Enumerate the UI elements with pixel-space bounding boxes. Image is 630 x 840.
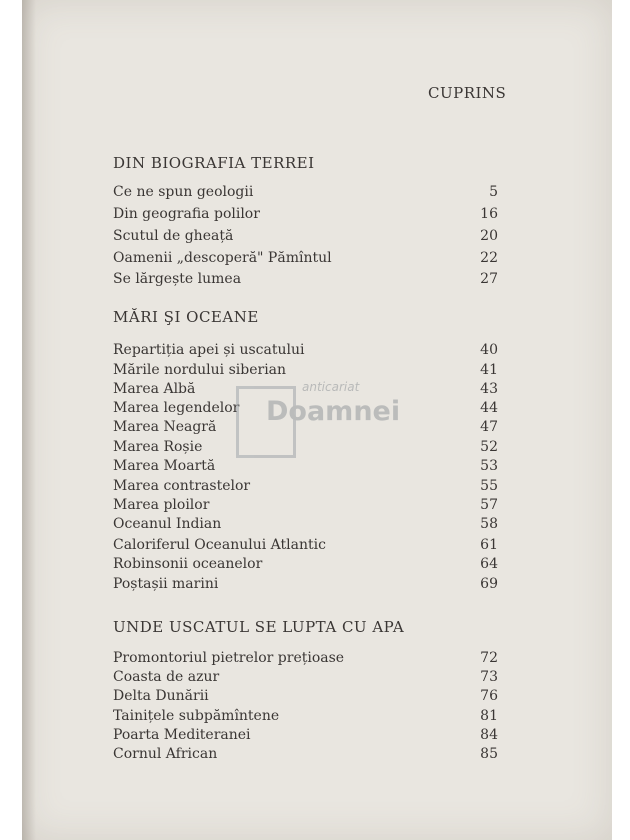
entry-page: 53 — [480, 458, 498, 474]
toc-entry — [113, 746, 498, 764]
entry-title: Marea Albă — [113, 381, 196, 397]
entry-page: 69 — [480, 576, 498, 592]
entry-page: 20 — [480, 228, 498, 244]
entry-title: Coasta de azur — [113, 669, 220, 685]
entry-page: 5 — [489, 184, 498, 200]
entry-title: Marea legendelor — [113, 400, 240, 416]
section-title-uscatul: UNDE USCATUL SE LUPTA CU APA — [113, 618, 405, 636]
entry-page: 72 — [480, 650, 498, 666]
toc-entry — [113, 727, 498, 745]
entry-title: Cornul African — [113, 746, 218, 762]
toc-entry — [113, 250, 498, 268]
entry-title: Robinsonii oceanelor — [113, 556, 263, 572]
entry-page: 41 — [480, 362, 498, 378]
entry-page: 58 — [480, 516, 498, 532]
toc-entry — [113, 708, 498, 726]
entry-title: Marea contrastelor — [113, 478, 251, 494]
watermark-big-text: Doamnei — [266, 396, 401, 427]
entry-page: 85 — [480, 746, 498, 762]
toc-entry — [113, 228, 498, 246]
toc-entry — [113, 516, 498, 534]
toc-entry — [113, 184, 498, 202]
entry-page: 61 — [480, 537, 498, 553]
page-title: CUPRINS — [428, 84, 507, 102]
watermark-small-text: anticariat — [302, 380, 360, 394]
toc-entry — [113, 497, 498, 515]
entry-title: Repartiția apei și uscatului — [113, 342, 305, 358]
entry-page: 76 — [480, 688, 498, 704]
toc-entry — [113, 576, 498, 594]
toc-entry — [113, 556, 498, 574]
toc-entry — [113, 669, 498, 687]
page-spine-shadow — [22, 0, 36, 840]
toc-entry — [113, 650, 498, 668]
entry-page: 57 — [480, 497, 498, 513]
toc-entry — [113, 478, 498, 496]
entry-page: 40 — [480, 342, 498, 358]
entry-title: Marea Neagră — [113, 419, 217, 435]
section-title-mari: MĂRI ŞI OCEANE — [113, 308, 259, 326]
entry-page: 27 — [480, 271, 498, 287]
toc-entry — [113, 271, 498, 289]
section-title-biografia: DIN BIOGRAFIA TERREI — [113, 154, 315, 172]
entry-title: Poștașii marini — [113, 576, 219, 592]
entry-title: Marea ploilor — [113, 497, 210, 513]
entry-title: Delta Dunării — [113, 688, 209, 704]
entry-title: Tainițele subpămîntene — [113, 708, 280, 724]
entry-title: Marea Roșie — [113, 439, 203, 455]
entry-title: Promontoriul pietrelor prețioase — [113, 650, 345, 666]
entry-page: 22 — [480, 250, 498, 266]
entry-title: Marea Moartă — [113, 458, 216, 474]
entry-title: Ce ne spun geologii — [113, 184, 254, 200]
entry-title: Poarta Mediteranei — [113, 727, 251, 743]
entry-title: Scutul de gheață — [113, 228, 234, 244]
entry-page: 84 — [480, 727, 498, 743]
toc-entry — [113, 688, 498, 706]
entry-title: Din geografia polilor — [113, 206, 260, 222]
entry-page: 43 — [480, 381, 498, 397]
entry-title: Mările nordului siberian — [113, 362, 287, 378]
entry-title: Oamenii „descoperă" Pămîntul — [113, 250, 332, 266]
entry-title: Se lărgește lumea — [113, 271, 242, 287]
entry-page: 64 — [480, 556, 498, 572]
toc-entry — [113, 206, 498, 224]
toc-entry — [113, 537, 498, 555]
entry-page: 44 — [480, 400, 498, 416]
entry-page: 81 — [480, 708, 498, 724]
entry-page: 52 — [480, 439, 498, 455]
entry-page: 16 — [480, 206, 498, 222]
entry-page: 73 — [480, 669, 498, 685]
entry-title: Oceanul Indian — [113, 516, 222, 532]
entry-page: 55 — [480, 478, 498, 494]
entry-page: 47 — [480, 419, 498, 435]
toc-entry — [113, 342, 498, 360]
watermark-logo — [236, 378, 401, 463]
entry-title: Caloriferul Oceanului Atlantic — [113, 537, 326, 553]
